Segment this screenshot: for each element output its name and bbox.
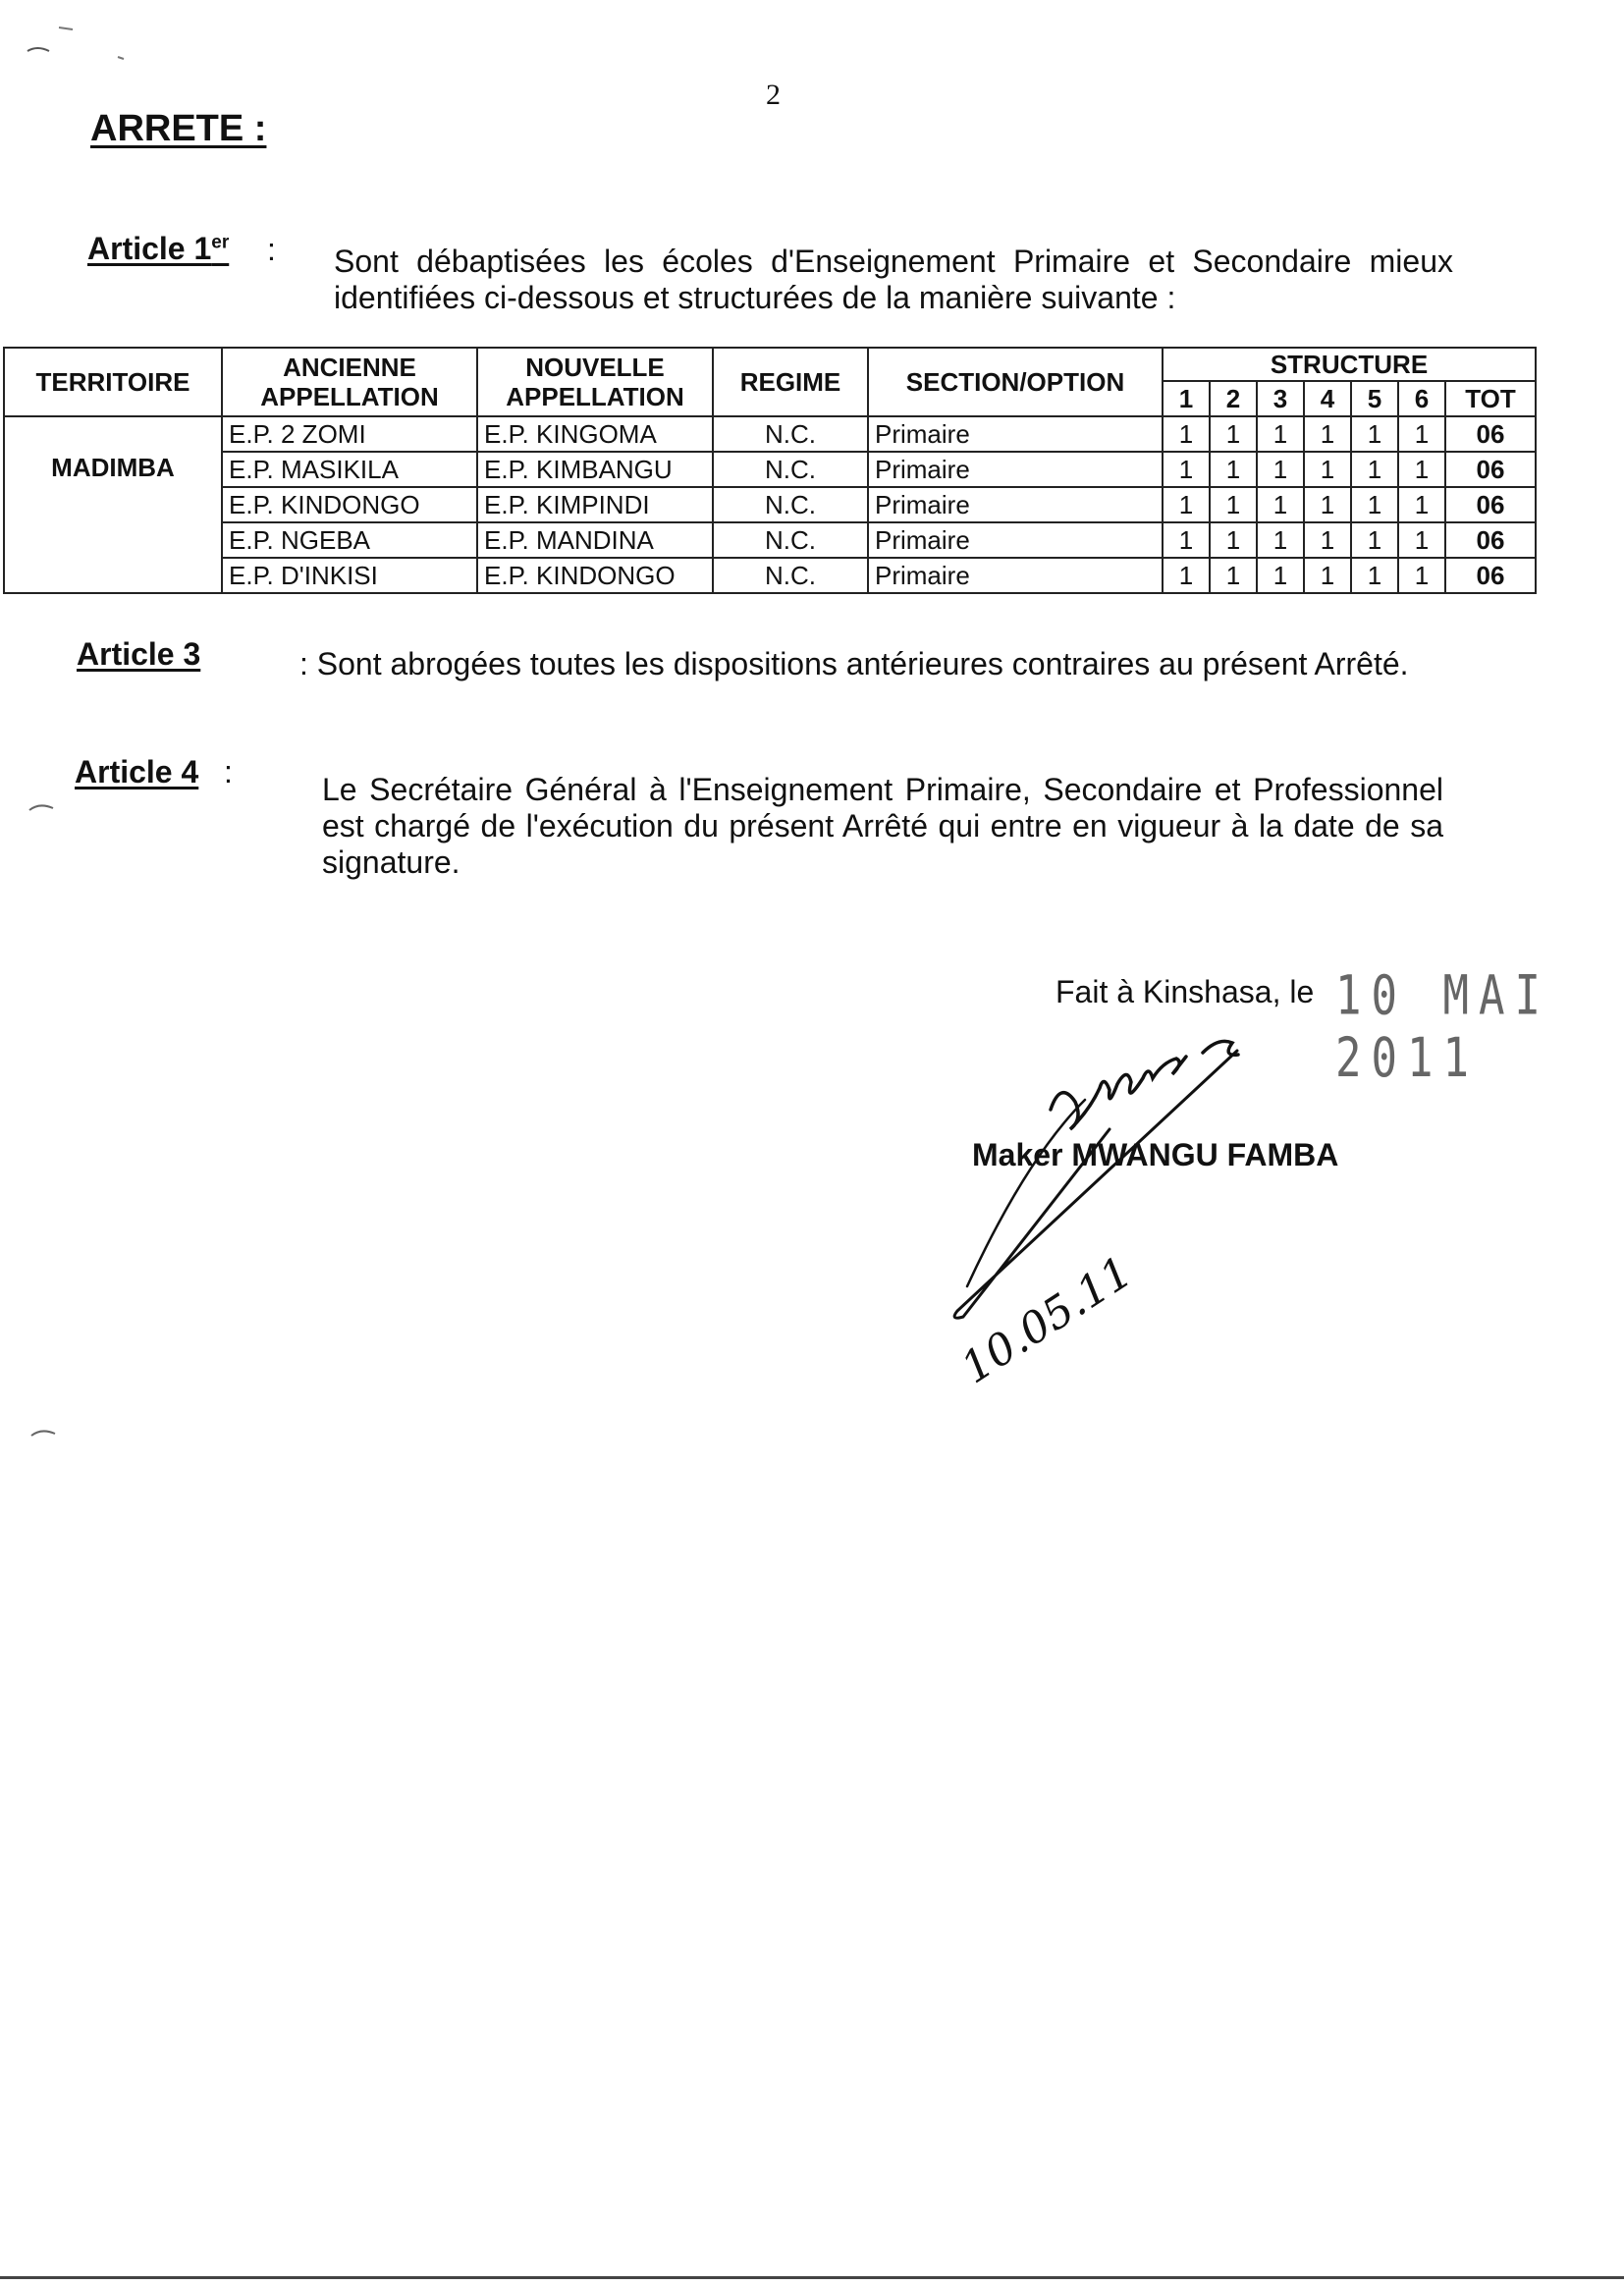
signature-place: Fait à Kinshasa, le (1056, 974, 1315, 1009)
cell-regime: N.C. (713, 558, 868, 593)
handwritten-date: 10.05.11 (952, 1246, 1142, 1394)
cell-s5: 1 (1351, 452, 1398, 487)
cell-ancienne: E.P. NGEBA (222, 522, 477, 558)
cell-ancienne: E.P. 2 ZOMI (222, 416, 477, 452)
article-3-label: Article 3 (77, 636, 201, 672)
article-4-colon: : (224, 754, 233, 789)
cell-s5: 1 (1351, 487, 1398, 522)
cell-section: Primaire (868, 522, 1163, 558)
scan-marks (0, 0, 137, 1473)
cell-regime: N.C. (713, 452, 868, 487)
cell-section: Primaire (868, 416, 1163, 452)
header-section: SECTION/OPTION (868, 348, 1163, 416)
header-structure-tot: TOT (1445, 381, 1536, 416)
header-structure-6: 6 (1398, 381, 1445, 416)
date-stamp: 10 MAI 2011 (1335, 964, 1550, 1090)
cell-s4: 1 (1304, 522, 1351, 558)
schools-table (3, 347, 1537, 594)
table-row (4, 487, 1536, 522)
cell-s3: 1 (1257, 416, 1304, 452)
cell-nouvelle: E.P. MANDINA (477, 522, 713, 558)
cell-s6: 1 (1398, 416, 1445, 452)
cell-nouvelle: E.P. KINDONGO (477, 558, 713, 593)
cell-s3: 1 (1257, 522, 1304, 558)
article-3-text: : Sont abrogées toutes les dispositions antérieures contraires au présent Arrêté. (299, 646, 1409, 681)
cell-s6: 1 (1398, 522, 1445, 558)
cell-s2: 1 (1210, 452, 1257, 487)
table-row (4, 558, 1536, 593)
handwritten-signature (913, 992, 1326, 1404)
cell-ancienne: E.P. KINDONGO (222, 487, 477, 522)
header-structure-2: 2 (1210, 381, 1257, 416)
header-structure: STRUCTURE (1163, 348, 1536, 381)
cell-nouvelle: E.P. KIMPINDI (477, 487, 713, 522)
page-number: 2 (766, 79, 781, 111)
cell-nouvelle: E.P. KINGOMA (477, 416, 713, 452)
cell-s1: 1 (1163, 416, 1210, 452)
header-structure-3: 3 (1257, 381, 1304, 416)
table-row (4, 416, 1536, 452)
scan-edge-line (0, 2276, 1624, 2279)
header-territoire: TERRITOIRE (4, 348, 222, 416)
cell-s3: 1 (1257, 487, 1304, 522)
article-4-text: Le Secrétaire Général à l'Enseignement Primaire, Secondaire et Professionnel est chargé de l'exécution du présent Arrêté qui entre en vigueur à la date de sa signature. (322, 772, 1443, 880)
cell-s3: 1 (1257, 452, 1304, 487)
header-nouvelle: NOUVELLE APPELLATION (477, 348, 713, 416)
header-ancienne: ANCIENNE APPELLATION (222, 348, 477, 416)
cell-s6: 1 (1398, 558, 1445, 593)
cell-s3: 1 (1257, 558, 1304, 593)
header-structure-4: 4 (1304, 381, 1351, 416)
cell-s2: 1 (1210, 416, 1257, 452)
cell-tot: 06 (1445, 416, 1536, 452)
cell-regime: N.C. (713, 416, 868, 452)
cell-tot: 06 (1445, 487, 1536, 522)
cell-nouvelle: E.P. KIMBANGU (477, 452, 713, 487)
cell-section: Primaire (868, 452, 1163, 487)
header-structure-5: 5 (1351, 381, 1398, 416)
cell-s2: 1 (1210, 522, 1257, 558)
cell-s4: 1 (1304, 487, 1351, 522)
cell-s1: 1 (1163, 522, 1210, 558)
cell-tot: 06 (1445, 558, 1536, 593)
cell-s1: 1 (1163, 487, 1210, 522)
cell-regime: N.C. (713, 487, 868, 522)
cell-s1: 1 (1163, 558, 1210, 593)
cell-s2: 1 (1210, 487, 1257, 522)
cell-s5: 1 (1351, 416, 1398, 452)
territory-cell: MADIMBA (4, 416, 222, 593)
cell-s5: 1 (1351, 522, 1398, 558)
cell-regime: N.C. (713, 522, 868, 558)
cell-tot: 06 (1445, 522, 1536, 558)
table-row (4, 452, 1536, 487)
cell-s6: 1 (1398, 452, 1445, 487)
article-1-colon: : (267, 232, 276, 267)
header-structure-1: 1 (1163, 381, 1210, 416)
cell-s6: 1 (1398, 487, 1445, 522)
cell-section: Primaire (868, 487, 1163, 522)
article-1-text: Sont débaptisées les écoles d'Enseignement Primaire et Secondaire mieux identifiées ci-dessous et structurées de la manière suivante : (334, 244, 1453, 315)
table-row (4, 522, 1536, 558)
cell-s4: 1 (1304, 558, 1351, 593)
cell-section: Primaire (868, 558, 1163, 593)
cell-ancienne: E.P. MASIKILA (222, 452, 477, 487)
cell-s5: 1 (1351, 558, 1398, 593)
article-4-label: Article 4 (75, 754, 199, 789)
arrete-title: ARRETE : (90, 108, 267, 149)
cell-s4: 1 (1304, 416, 1351, 452)
cell-tot: 06 (1445, 452, 1536, 487)
cell-s2: 1 (1210, 558, 1257, 593)
signer-name: Maker MWANGU FAMBA (972, 1137, 1339, 1172)
cell-ancienne: E.P. D'INKISI (222, 558, 477, 593)
header-regime: REGIME (713, 348, 868, 416)
cell-s4: 1 (1304, 452, 1351, 487)
cell-s1: 1 (1163, 452, 1210, 487)
article-1-label: Article 1er (87, 231, 230, 266)
